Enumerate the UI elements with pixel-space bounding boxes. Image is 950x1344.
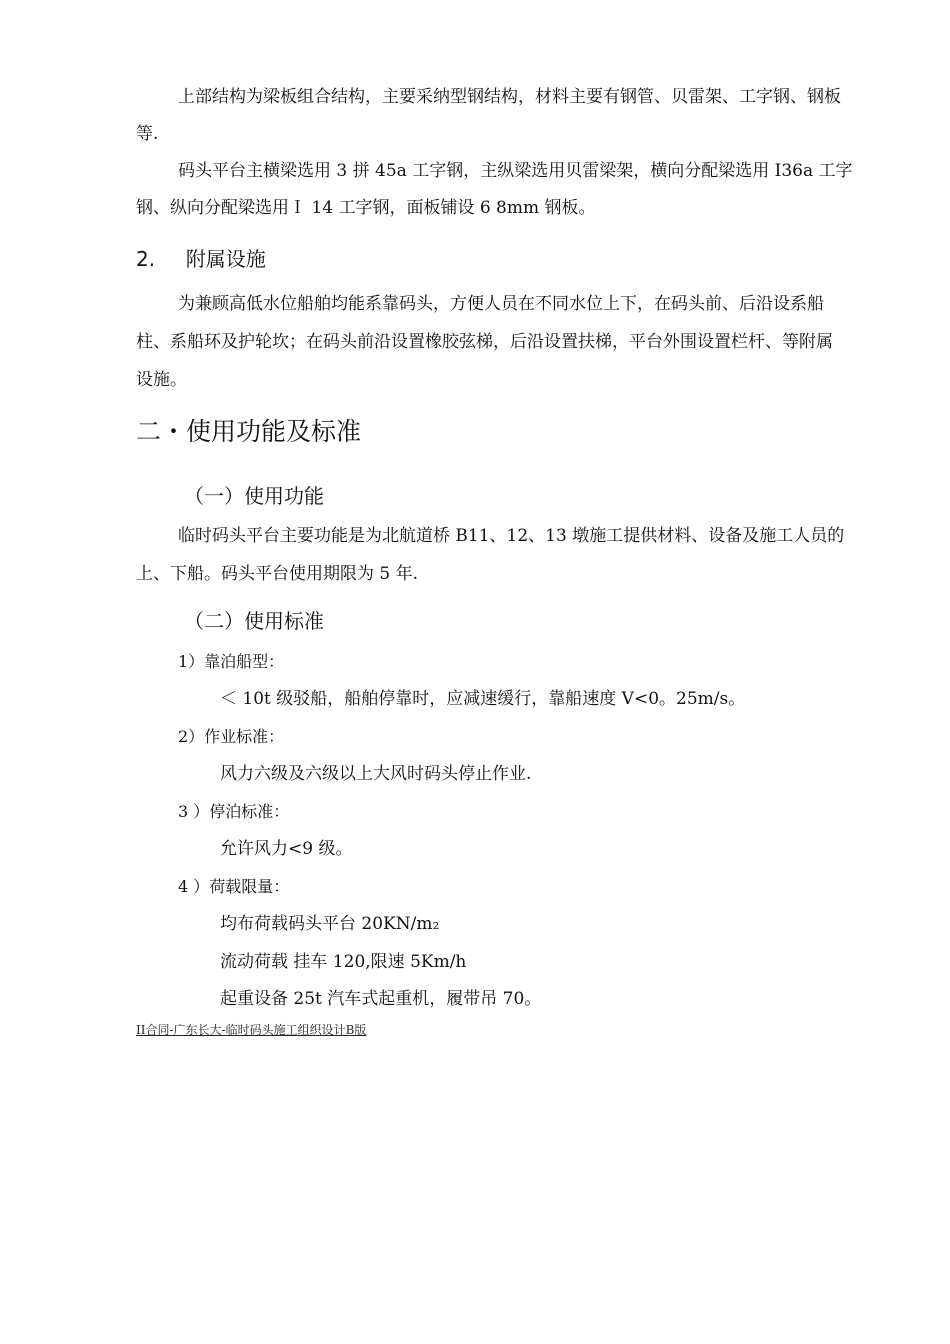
item3-label: 3 ）停泊标准： bbox=[178, 802, 290, 821]
item4-text-moving-load: 流动荷载 挂车 120,限速 5Km/h bbox=[220, 952, 467, 972]
chapter-heading: 二・使用功能及标准 bbox=[136, 417, 362, 446]
item3-text: 允许风力<9 级。 bbox=[220, 839, 353, 859]
paragraph-facilities-line1: 为兼顾高低水位船舶均能系靠码头，方便人员在不同水位上下，在码头前、后沿设系船 bbox=[178, 294, 824, 314]
item2-label: 2）作业标准： bbox=[178, 727, 285, 746]
item1-label: 1）靠泊船型： bbox=[178, 652, 285, 671]
paragraph-superstructure-line2: 等. bbox=[136, 124, 159, 144]
page-footer: II合同-广东长大-临时码头施工组织设计B版 bbox=[136, 1023, 367, 1037]
paragraph-function-line2: 上、下船。码头平台使用期限为 5 年. bbox=[136, 564, 419, 584]
item4-label: 4 ）荷载限量： bbox=[178, 877, 290, 896]
item4-text-uniform-load: 均布荷载码头平台 20KN/m₂ bbox=[220, 914, 440, 934]
section-title: 附属设施 bbox=[185, 247, 266, 271]
subsection-heading-standards: （二）使用标准 bbox=[184, 609, 324, 633]
section-number: 2. bbox=[136, 247, 156, 271]
item1-text: ＜ 10t 级驳船，船舶停靠时，应减速缓行，靠船速度 V<0。25m/s。 bbox=[220, 689, 746, 709]
paragraph-facilities-line2: 柱、系船环及护轮坎；在码头前沿设置橡胶弦梯，后沿设置扶梯，平台外围设置栏杆、等附属 bbox=[136, 332, 833, 352]
paragraph-superstructure-line1: 上部结构为梁板组合结构，主要采纳型钢结构，材料主要有钢管、贝雷架、工字钢、钢板 bbox=[178, 87, 841, 107]
paragraph-function-line1: 临时码头平台主要功能是为北航道桥 B11、12、13 墩施工提供材料、设备及施工人员的 bbox=[178, 526, 845, 546]
paragraph-beams-line2: 钢、纵向分配梁选用Ｉ 14 工字钢，面板铺设 6 8mm 钢板。 bbox=[136, 198, 596, 218]
paragraph-beams-line1: 码头平台主横梁选用 3 拼 45a 工字钢，主纵梁选用贝雷梁架，横向分配梁选用 I36a 工字 bbox=[178, 161, 853, 181]
item2-text: 风力六级及六级以上大风时码头停止作业. bbox=[220, 764, 532, 784]
subsection-heading-function: （一）使用功能 bbox=[184, 484, 324, 508]
item4-text-lifting-equipment: 起重设备 25t 汽车式起重机，履带吊 70。 bbox=[220, 989, 542, 1009]
section-heading-facilities bbox=[136, 246, 266, 272]
paragraph-facilities-line3: 设施。 bbox=[136, 370, 187, 390]
